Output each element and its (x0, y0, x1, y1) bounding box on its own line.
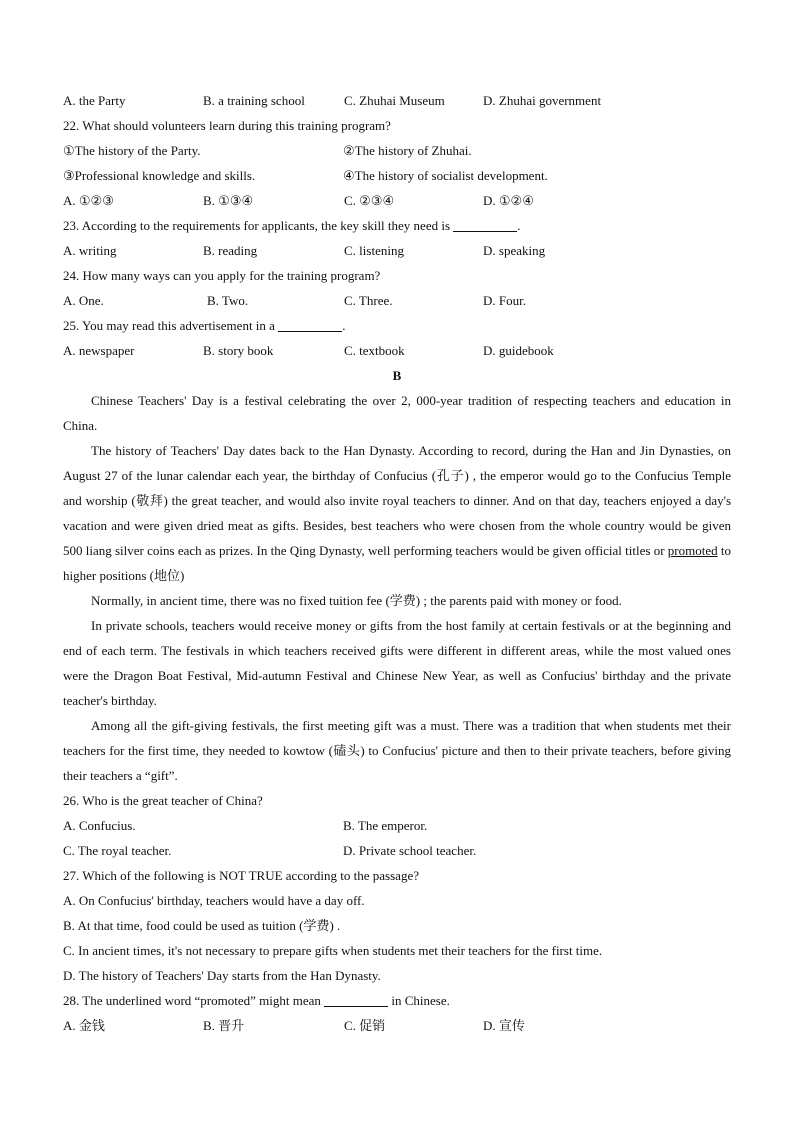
q25-option-b: B. story book (203, 343, 274, 358)
q28-blank (324, 992, 388, 1007)
exam-page (63, 88, 731, 1038)
passage-paragraph-2 (63, 438, 731, 588)
q25-option-c: C. textbook (344, 343, 405, 358)
q23-option-c: C. listening (344, 243, 404, 258)
q22-items-row1 (63, 138, 731, 163)
q24-stem: 24. How many ways can you apply for the training program? (63, 268, 381, 283)
q25-option-d: D. guidebook (483, 343, 554, 358)
q22-item-2: ②The history of Zhuhai. (343, 143, 472, 158)
q28-option-a: A. 金钱 (63, 1018, 105, 1033)
q21-options (63, 88, 731, 113)
q27-option-b: B. At that time, food could be used as tuition (学费) . (63, 918, 341, 933)
q25-stem-end: . (342, 318, 346, 333)
q22-option-d: D. ①②④ (483, 193, 534, 208)
section-b-heading: B (392, 368, 402, 383)
passage-paragraph-4: In private schools, teachers would receive money or gifts from the host family at certain festivals or at the beginning and end of each term. The festivals in which teachers received gifts were different in different areas, while the most valued ones were the Dragon Boat Festival, Mid-autumn Festival and Chinese New Year, as well as Confucius' birthday and the private teacher's birthday. (63, 618, 731, 708)
q28-option-b: B. 晋升 (203, 1018, 245, 1033)
q23-options (63, 238, 731, 263)
q25-options (63, 338, 731, 363)
q28-stem-end: in Chinese. (391, 993, 450, 1008)
q21-option-a: A. the Party (63, 93, 126, 108)
q22-options (63, 188, 731, 213)
q23-blank (453, 217, 517, 232)
q24-option-c: C. Three. (344, 293, 393, 308)
q22-option-b: B. ①③④ (203, 193, 254, 208)
q26-option-d: D. Private school teacher. (343, 843, 477, 858)
q28-stem: 28. The underlined word “promoted” might mean (63, 993, 321, 1008)
q23-stem-line (63, 213, 731, 238)
q28-option-c: C. 促销 (344, 1018, 386, 1033)
q21-option-c: C. Zhuhai Museum (344, 93, 445, 108)
q25-option-a: A. newspaper (63, 343, 135, 358)
q26-stem: 26. Who is the great teacher of China? (63, 793, 263, 808)
q28-stem-line (63, 988, 731, 1013)
q25-stem-line (63, 313, 731, 338)
passage-paragraph-2-text: The history of Teachers' Day dates back to the Han Dynasty. According to record, during the Han and Jin Dynasties, on August 27 of the lunar calendar each year, the birthday of Confucius (孔子) , the emperor would go to the Confucius Temple and worship (敬拜) the great teacher, and would also invite royal teachers to dinner. And on that day, teachers enjoyed a day's vacation and were given dried meat as gifts. Besides, best teachers who were chosen from the whole country would be given 500 liang silver coins each as prizes. In the Qing Dynasty, well performing teachers would be given official titles or (63, 443, 731, 558)
q28-options (63, 1013, 731, 1038)
q27-option-c: C. In ancient times, it's not necessary to prepare gifts when students met their teachers for the first time. (63, 943, 603, 958)
q26-option-a: A. Confucius. (63, 818, 136, 833)
q26-options-row1 (63, 813, 731, 838)
q27-option-a: A. On Confucius' birthday, teachers would have a day off. (63, 893, 365, 908)
q28-option-d: D. 宣传 (483, 1018, 525, 1033)
q21-option-d: D. Zhuhai government (483, 93, 602, 108)
q23-option-b: B. reading (203, 243, 258, 258)
q22-stem: 22. What should volunteers learn during this training program? (63, 118, 391, 133)
q22-item-3: ③Professional knowledge and skills. (63, 168, 256, 183)
q21-option-b: B. a training school (203, 93, 305, 108)
q23-option-d: D. speaking (483, 243, 546, 258)
q24-option-b: B. Two. (207, 293, 249, 308)
q27-stem: 27. Which of the following is NOT TRUE according to the passage? (63, 868, 419, 883)
q24-option-a: A. One. (63, 293, 104, 308)
q24-option-d: D. Four. (483, 293, 526, 308)
q22-item-1: ①The history of the Party. (63, 143, 201, 158)
passage-paragraph-5: Among all the gift-giving festivals, the first meeting gift was a must. There was a tradition that when students met their teachers for the first time, they needed to kowtow (磕头) to Confucius' picture and then to their private teachers, before giving their teachers a “gift”. (63, 718, 731, 783)
passage-paragraph-1: Chinese Teachers' Day is a festival celebrating the over 2, 000-year tradition of respecting teachers and education in China. (63, 393, 731, 433)
q22-option-c: C. ②③④ (344, 193, 395, 208)
q26-option-b: B. The emperor. (343, 818, 428, 833)
q25-stem: 25. You may read this advertisement in a (63, 318, 275, 333)
q22-items-row2 (63, 163, 731, 188)
q23-stem-end: . (517, 218, 521, 233)
passage-paragraph-2-end: to higher positions (地位) (63, 543, 731, 583)
q23-stem: 23. According to the requirements for applicants, the key skill they need is (63, 218, 451, 233)
q22-item-4: ④The history of socialist development. (343, 168, 548, 183)
q26-option-c: C. The royal teacher. (63, 843, 172, 858)
underlined-word-promoted: promoted (667, 543, 718, 558)
q27-option-d: D. The history of Teachers' Day starts from the Han Dynasty. (63, 968, 381, 983)
q22-option-a: A. ①②③ (63, 193, 114, 208)
passage-paragraph-3: Normally, in ancient time, there was no fixed tuition fee (学费) ; the parents paid with money or food. (91, 593, 622, 608)
q23-option-a: A. writing (63, 243, 117, 258)
q25-blank (278, 317, 342, 332)
q24-options (63, 288, 731, 313)
q26-options-row2 (63, 838, 731, 863)
